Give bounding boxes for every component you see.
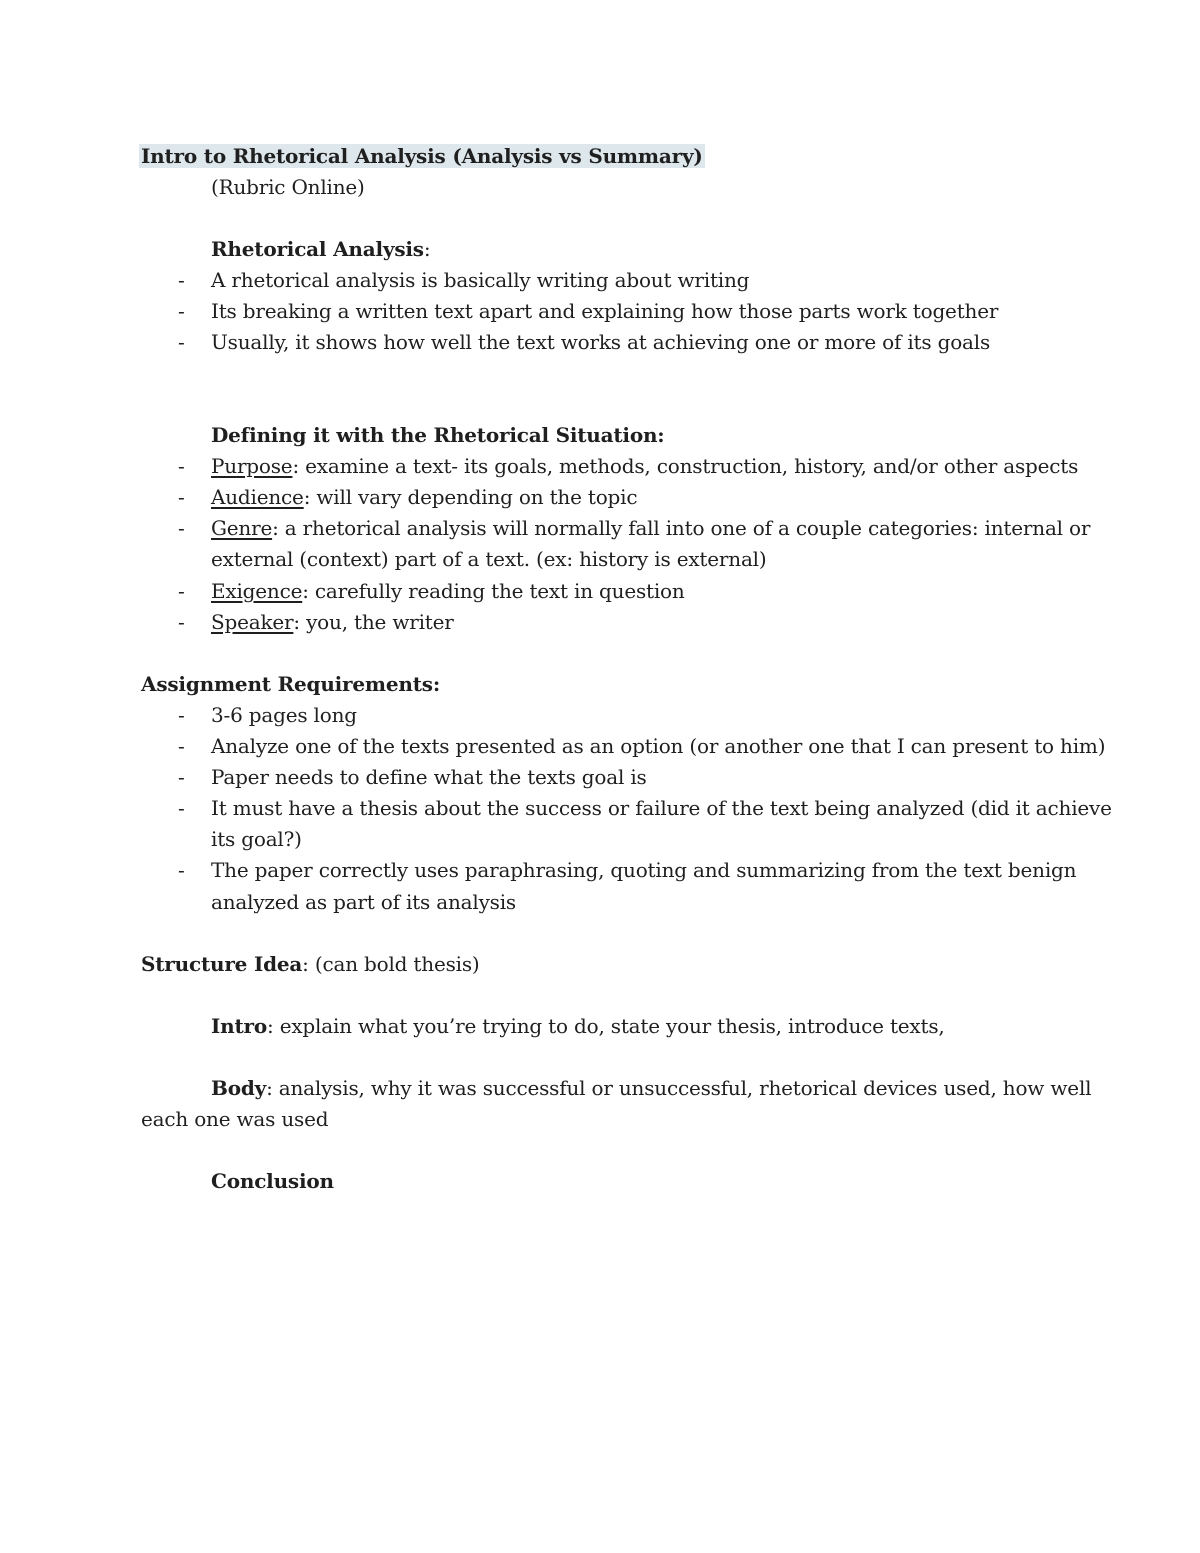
bullet-dash: - — [178, 765, 185, 789]
list-item-continuation: external (context) part of a text. (ex: history is external) — [211, 547, 767, 571]
structure-idea-label: Structure Idea — [141, 952, 303, 976]
page-title — [141, 141, 705, 172]
term-text: : a rhetorical analysis will normally fall into one of a couple categories: internal or — [272, 516, 1091, 540]
term-text: : carefully reading the text in question — [302, 579, 685, 603]
bullet-dash: - — [178, 485, 185, 509]
body-text: : analysis, why it was successful or unsuccessful, rhetorical devices used, how well — [266, 1076, 1092, 1100]
structure-body-continuation: each one was used — [141, 1107, 329, 1131]
term-audience: Audience — [211, 485, 304, 509]
list-item — [211, 513, 1090, 544]
list-item-continuation: analyzed as part of its analysis — [211, 890, 516, 914]
body-label: Body — [211, 1076, 267, 1100]
bullet-dash: - — [178, 268, 185, 292]
bullet-dash: - — [178, 796, 185, 820]
title-highlight: Intro to Rhetorical Analysis (Analysis vs Summary) — [141, 144, 703, 168]
rhetorical-situation-heading: Defining it with the Rhetorical Situation: — [211, 423, 665, 447]
bullet-dash: - — [178, 454, 185, 478]
bullet-dash: - — [178, 858, 185, 882]
list-item: Paper needs to define what the texts goal is — [211, 765, 647, 789]
term-speaker: Speaker — [211, 610, 294, 634]
rhetorical-analysis-heading-suffix: : — [423, 237, 431, 261]
term-text: : you, the writer — [293, 610, 454, 634]
list-item: It must have a thesis about the success or failure of the text being analyzed (did it achieve — [211, 796, 1112, 820]
structure-body — [211, 1073, 1091, 1104]
assignment-requirements-heading: Assignment Requirements: — [141, 672, 441, 696]
list-item-continuation: its goal?) — [211, 827, 302, 851]
term-text: : examine a text- its goals, methods, construction, history, and/or other aspects — [292, 454, 1079, 478]
bullet-dash: - — [178, 330, 185, 354]
bullet-dash: - — [178, 516, 185, 540]
bullet-dash: - — [178, 734, 185, 758]
list-item: A rhetorical analysis is basically writing about writing — [211, 268, 750, 292]
subtitle: (Rubric Online) — [211, 175, 365, 199]
list-item: Its breaking a written text apart and explaining how those parts work together — [211, 299, 999, 323]
list-item — [211, 607, 454, 638]
term-purpose: Purpose — [211, 454, 293, 478]
term-text: : will vary depending on the topic — [303, 485, 638, 509]
list-item: 3-6 pages long — [211, 703, 357, 727]
list-item — [211, 451, 1078, 482]
list-item: Analyze one of the texts presented as an option (or another one that I can present to him) — [211, 734, 1106, 758]
structure-idea-heading — [141, 949, 480, 980]
rhetorical-analysis-heading — [211, 234, 430, 265]
bullet-dash: - — [178, 703, 185, 727]
structure-idea-suffix: : (can bold thesis) — [302, 952, 480, 976]
intro-label: Intro — [211, 1014, 268, 1038]
bullet-dash: - — [178, 610, 185, 634]
structure-conclusion: Conclusion — [211, 1169, 334, 1193]
list-item — [211, 576, 685, 607]
list-item: Usually, it shows how well the text works at achieving one or more of its goals — [211, 330, 991, 354]
bullet-dash: - — [178, 299, 185, 323]
term-exigence: Exigence — [211, 579, 303, 603]
structure-intro — [211, 1011, 945, 1042]
term-genre: Genre — [211, 516, 273, 540]
list-item: The paper correctly uses paraphrasing, quoting and summarizing from the text benign — [211, 858, 1077, 882]
list-item — [211, 482, 637, 513]
rhetorical-analysis-heading-label: Rhetorical Analysis — [211, 237, 424, 261]
bullet-dash: - — [178, 579, 185, 603]
intro-text: : explain what you’re trying to do, state your thesis, introduce texts, — [267, 1014, 945, 1038]
